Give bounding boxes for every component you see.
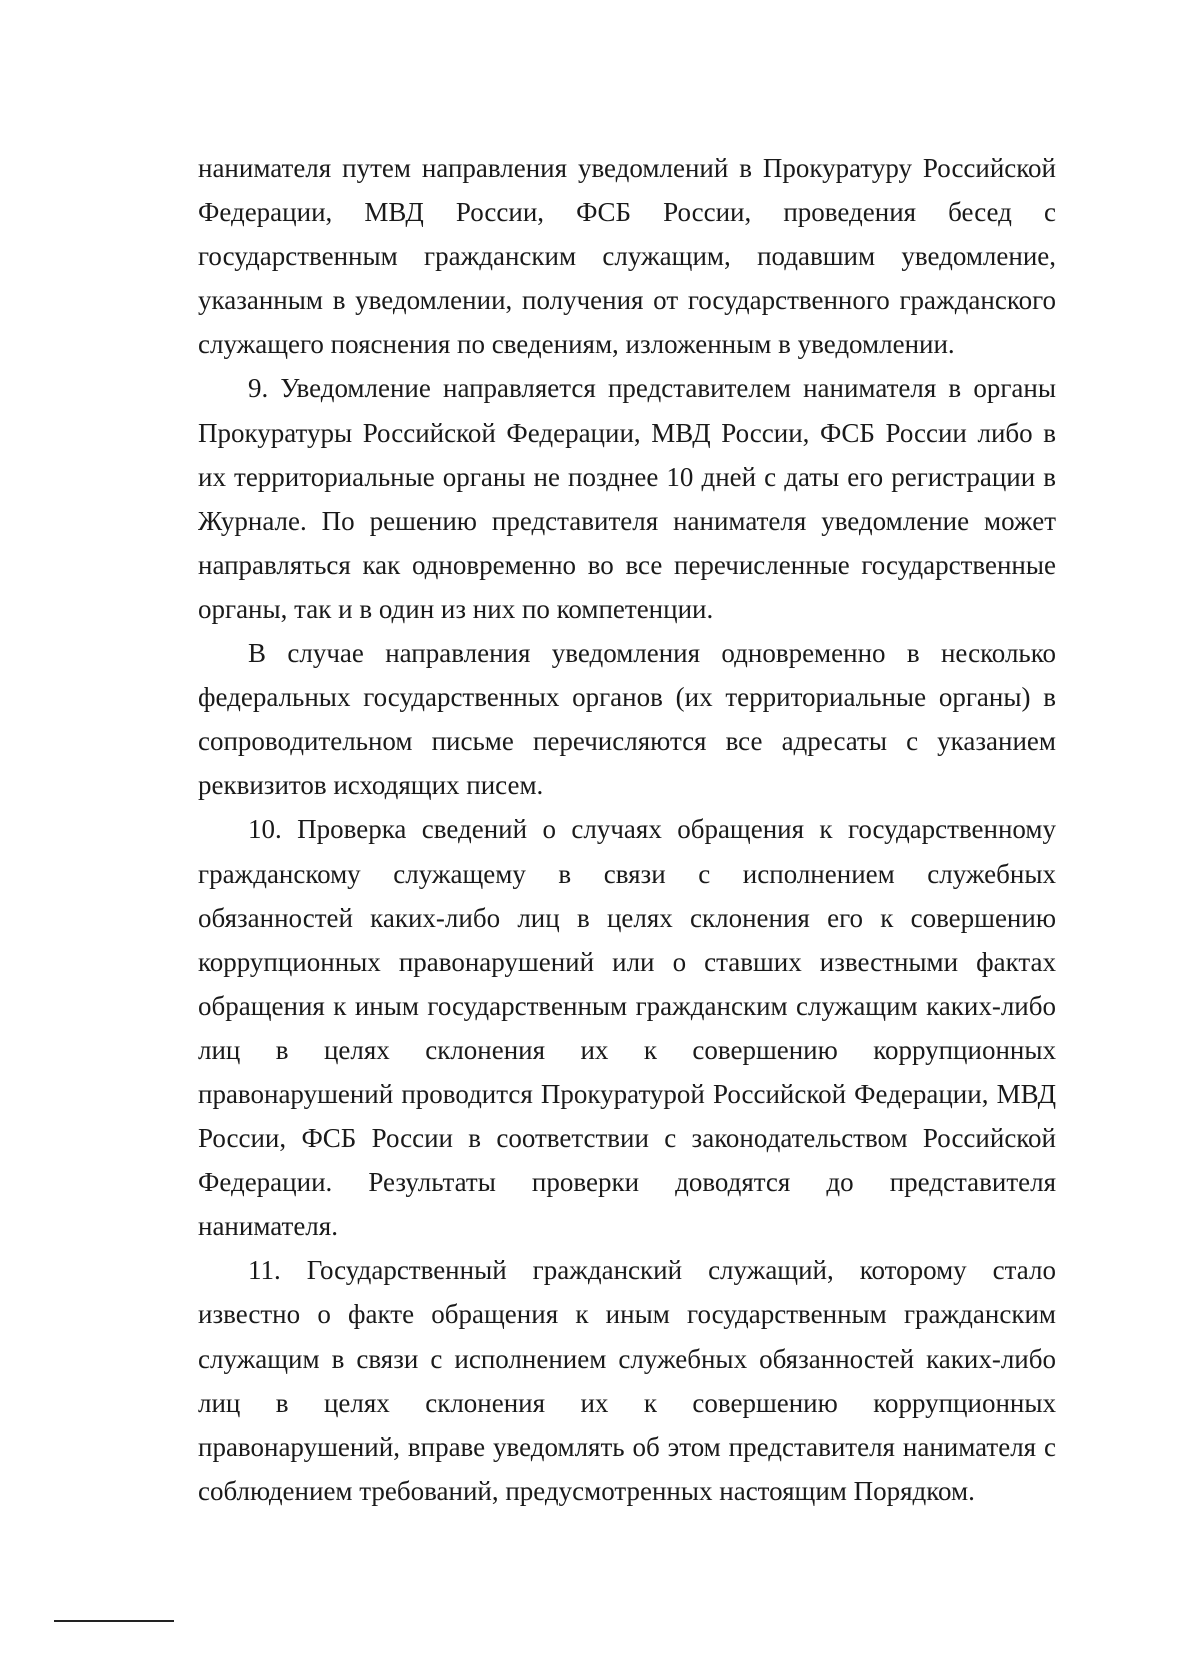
paragraph-continuation: нанимателя путем направления уведомлений в Прокуратуру Российской Федерации, МВД России, ФСБ России, проведения бесед с государственным гражданским служащим, подавшим уведомление, указанным в уведомлении, получения от государственного гражданского служащего пояснения по сведениям, изложенным в уведомлении.: [198, 153, 1056, 360]
footnote-separator: [54, 1620, 174, 1622]
paragraph-10: 10. Проверка сведений о случаях обращения к государственному гражданскому служащему в связи с исполнением служебных обязанностей каких-либо лиц в целях склонения его к совершению коррупционных правонарушений или о ставших известными фактах обращения к иным государственным гражданским служащим каких-либо лиц в целях склонения их к совершению коррупционных правонарушений проводится Прокуратурой Российской Федерации, МВД России, ФСБ России в соответствии с законодательством Российской Федерации. Результаты проверки доводятся до представителя нанимателя.: [198, 814, 1056, 1242]
paragraph-11: 11. Государственный гражданский служащий, которому стало известно о факте обращения к иным государственным гражданским служащим в связи с исполнением служебных обязанностей каких-либо лиц в целях склонения их к совершению коррупционных правонарушений, вправе уведомлять об этом представителя нанимателя с соблюдением требований, предусмотренных настоящим Порядком.: [198, 1255, 1056, 1506]
document-body: [198, 146, 1056, 1513]
paragraph-9: 9. Уведомление направляется представителем нанимателя в органы Прокуратуры Российской Федерации, МВД России, ФСБ России либо в их территориальные органы не позднее 10 дней с даты его регистрации в Журнале. По решению представителя нанимателя уведомление может направляться как одновременно во все перечисленные государственные органы, так и в один из них по компетенции.: [198, 373, 1056, 624]
paragraph-9-addendum: В случае направления уведомления одновременно в несколько федеральных государственных органов (их территориальные органы) в сопроводительном письме перечисляются все адресаты с указанием реквизитов исходящих писем.: [198, 638, 1056, 801]
